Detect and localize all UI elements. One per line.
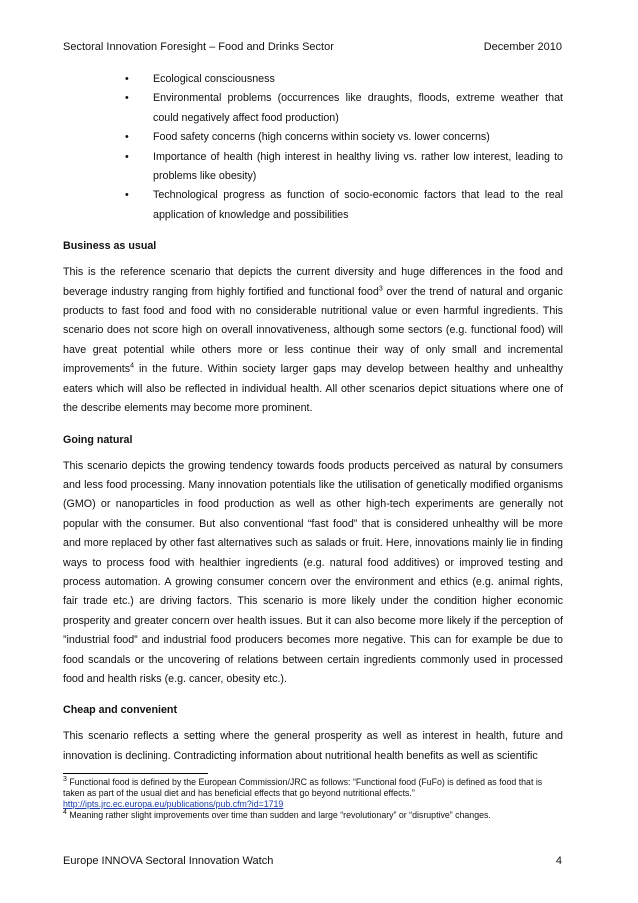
- list-item: • Importance of health (high interest in healthy living vs. rather low interest, leading to problems like obesity): [153, 148, 563, 187]
- page-number: 4: [555, 855, 562, 867]
- paragraph-cheap-and-convenient: This scenario reflects a setting where the general prosperity as well as interest in health, future and innovation is declining. Contradicting information about nutritional health benefits as well as scientific: [63, 730, 563, 762]
- list-item: • Ecological consciousness: [153, 70, 563, 89]
- list-item: • Environmental problems (occurrences like draughts, floods, extreme weather that could negatively affect food production): [153, 89, 563, 128]
- paragraph-business-as-usual: [63, 263, 563, 418]
- section-heading-business-as-usual: Business as usual: [63, 240, 157, 253]
- paragraph-text: over the trend of natural and organic products to fast food and food with no considerable nutritional value or even harmful ingredients. This scenario does not score high on overall innovativeness, although some sectors (e.g. functional food) will have great potential while others more or less continue their way of only small and incremental improvements: [63, 285, 563, 376]
- footnote-mark: 4: [63, 809, 67, 817]
- footnote-4: [63, 810, 563, 821]
- header-title: Sectoral Innovation Foresight – Food and Drinks Sector: [63, 41, 334, 53]
- page-footer: [63, 855, 562, 867]
- list-item: • Food safety concerns (high concerns within society vs. lower concerns): [153, 128, 563, 147]
- section-heading-going-natural: Going natural: [63, 433, 133, 446]
- page-header: [63, 41, 562, 53]
- footnote-text: Functional food is defined by the European Commission/JRC as follows: “Functional food (FuFo) is defined as food that is taken as part of the usual diet and has beneficial effects that go beyond nutritional effects.”: [63, 777, 543, 798]
- section-heading-cheap-and-convenient: Cheap and convenient: [63, 704, 178, 717]
- footnote-3: [63, 777, 563, 810]
- list-item: • Technological progress as function of socio-economic factors that lead to the real application of knowledge and possibilities: [153, 186, 563, 225]
- footnote-divider: [63, 773, 208, 774]
- header-date: December 2010: [483, 41, 562, 53]
- footnote-mark: 3: [63, 776, 67, 784]
- footnote-ref-4[interactable]: 4: [130, 362, 135, 370]
- factor-list: [63, 70, 563, 225]
- paragraph-text: This is the reference scenario that depicts the current diversity and huge differences in the food and beverage industry ranging from highly fortified and functional food: [63, 266, 563, 298]
- main-content: [63, 70, 563, 772]
- footnotes: [63, 773, 563, 821]
- footnote-ref-3[interactable]: 3: [378, 285, 383, 293]
- footnote-link[interactable]: http://ipts.jrc.ec.europa.eu/publications/pub.cfm?id=1719: [63, 799, 284, 809]
- footnote-text: Meaning rather slight improvements over time than sudden and large “revolutionary” or “disruptive” changes.: [66, 810, 491, 820]
- paragraph-text: in the future. Within society larger gaps may develop between healthy and unhealthy eaters which will also be reflected in individual health. All other scenarios depict situations where one of the describe elements may become more prominent.: [63, 363, 563, 415]
- paragraph-going-natural: This scenario depicts the growing tendency towards foods products perceived as natural by consumers and less food processing. Many innovation potentials like the utilisation of genetically modified organisms (GMO) or nanoparticles in food production as well as other high-tech experiments are generally not popular with the consumer. But also conventional “fast food” that is considered unhealthy will be more and more replaced by other fast alternatives such as salads or fruit. Here, innovations mainly lie in finding ways to process food with healthier ingredients (e.g. natural food additives) or improved testing and process automation. A growing consumer concern over the environment and ethics (e.g. animal rights, fair trade etc.) are driving factors. This scenario is more likely under the condition higher economic prosperity and greater concern over health issues. But it can also become more likely if the perception of ”industrial food” and industrial food producers becomes more negative. This can for example be due to food scandals or the uncovering of relations between certain ingredients commonly used in processed food and health risks (e.g. cancer, obesity etc.).: [63, 459, 563, 685]
- footer-title: Europe INNOVA Sectoral Innovation Watch: [63, 855, 274, 867]
